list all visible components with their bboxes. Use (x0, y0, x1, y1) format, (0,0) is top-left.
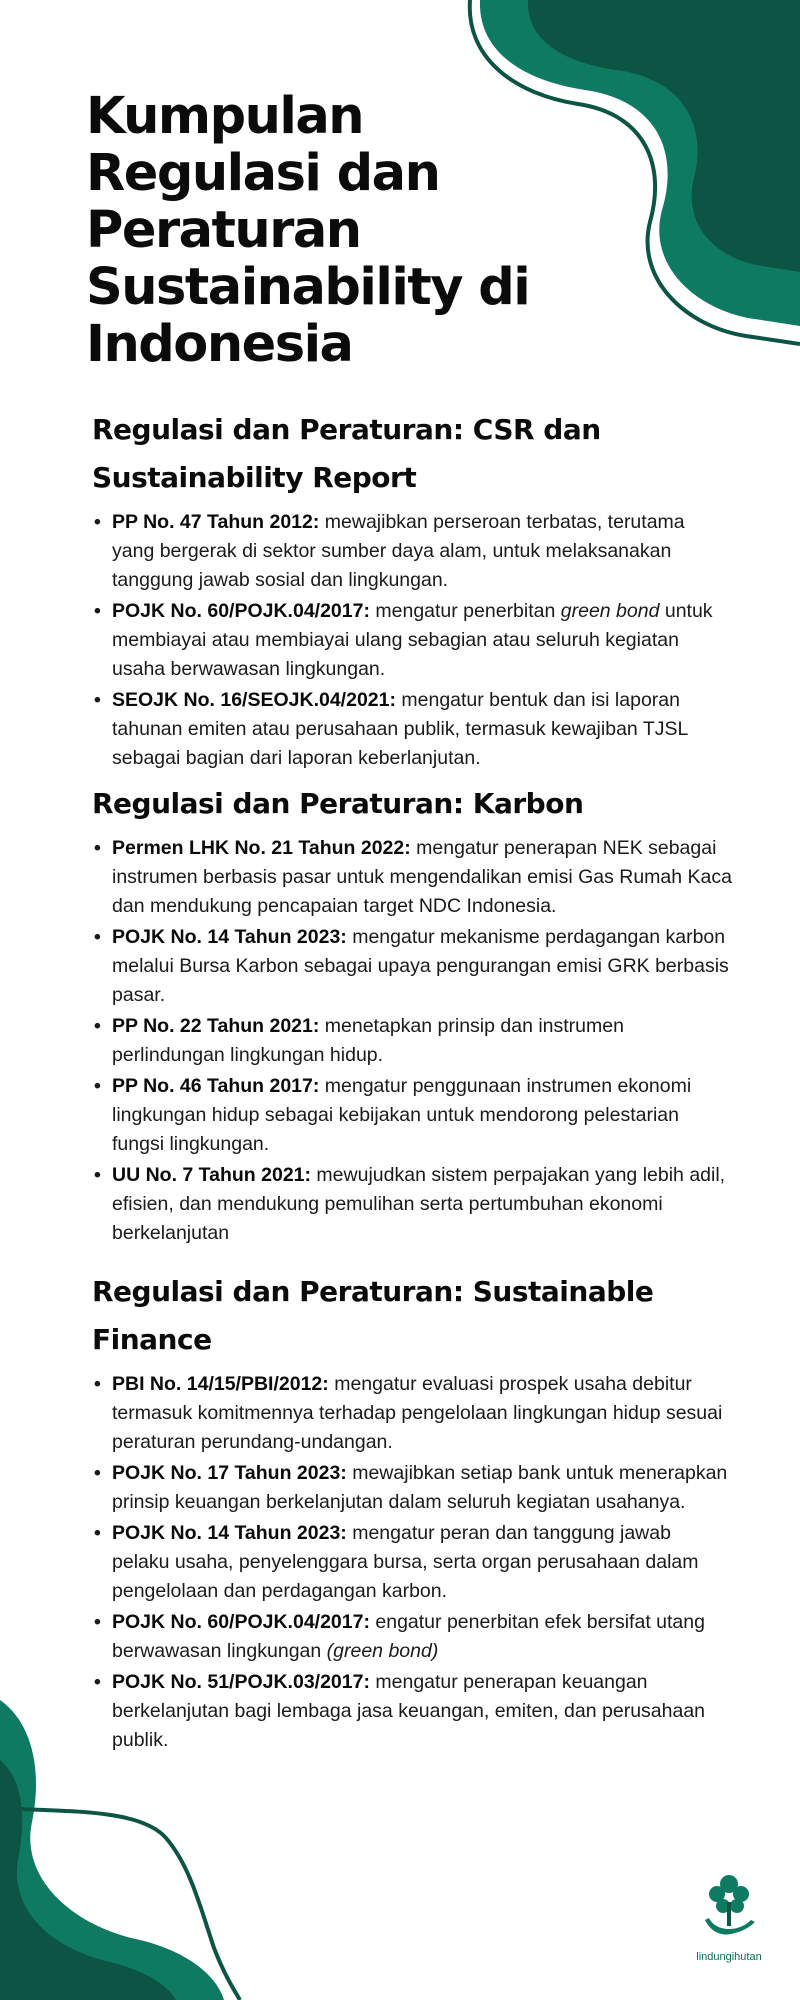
brand-name: lindungihutan (696, 1951, 762, 1963)
bullet-icon: • (94, 1015, 101, 1037)
bullet-icon: • (94, 1164, 101, 1186)
regulation-text: mewujudkan sistem perpajakan yang lebih adil, efisien, dan mendukung pemulihan serta pertumbuhan ekonomi berkelanjutan (112, 1164, 726, 1244)
regulation-name: POJK No. 51/POJK.03/2017: (112, 1671, 370, 1693)
section-heading: Regulasi dan Peraturan: Karbon (92, 787, 584, 820)
regulation-text: mengatur bentuk dan isi laporan tahunan emiten atau perusahaan publik, termasuk kewajiban TJSL sebagai bagian dari laporan keberlanjutan. (112, 689, 688, 769)
regulation-text: mengatur penggunaan instrumen ekonomi lingkungan hidup sebagai kebijakan untuk mendorong pelestarian fungsi lingkungan. (112, 1075, 692, 1155)
regulation-emphasis: (green bond) (326, 1640, 439, 1662)
bullet-icon: • (94, 837, 101, 859)
section-heading: Regulasi dan Peraturan: Sustainable Finance (92, 1275, 654, 1356)
list-item (92, 597, 732, 684)
regulation-list (92, 1370, 732, 1755)
list-item (92, 923, 732, 1010)
bullet-icon: • (94, 1611, 101, 1633)
section-heading: Regulasi dan Peraturan: CSR dan Sustainability Report (92, 413, 601, 494)
regulation-text: mengatur peran dan tanggung jawab pelaku usaha, penyelenggara bursa, serta organ perusahaan dalam pengelolaan dan perdagangan karbon. (112, 1522, 699, 1602)
section-csr (92, 406, 732, 775)
list-item (92, 508, 732, 595)
regulation-name: POJK No. 60/POJK.04/2017: (112, 1611, 370, 1633)
section-sustainable-finance (92, 1268, 732, 1757)
regulation-text: mengatur mekanisme perdagangan karbon melalui Bursa Karbon sebagai upaya pengurangan emisi GRK berbasis pasar. (112, 926, 729, 1006)
list-item (92, 1459, 732, 1517)
bullet-icon: • (94, 1373, 101, 1395)
title-line: Indonesia (86, 315, 353, 374)
regulation-emphasis: green bond (560, 600, 660, 622)
title-line: Regulasi dan (86, 144, 440, 203)
list-item (92, 1519, 732, 1606)
regulation-name: SEOJK No. 16/SEOJK.04/2021: (112, 689, 396, 711)
list-item (92, 686, 732, 773)
list-item (92, 1161, 732, 1248)
title-line: Kumpulan (86, 87, 364, 146)
bullet-icon: • (94, 1462, 101, 1484)
list-item (92, 1668, 732, 1755)
title-line: Sustainability di (86, 258, 530, 317)
list-item (92, 834, 732, 921)
bullet-icon: • (94, 511, 101, 533)
regulation-name: POJK No. 14 Tahun 2023: (112, 1522, 347, 1544)
regulation-text: engatur penerbitan efek bersifat utang berwawasan lingkungan (112, 1611, 705, 1662)
regulation-name: PP No. 22 Tahun 2021: (112, 1015, 320, 1037)
regulation-name: PBI No. 14/15/PBI/2012: (112, 1373, 329, 1395)
tree-hand-icon (697, 1872, 761, 1944)
list-item (92, 1370, 732, 1457)
bullet-icon: • (94, 600, 101, 622)
page-title (86, 88, 606, 373)
regulation-text: mewajibkan setiap bank untuk menerapkan prinsip keuangan berkelanjutan dalam seluruh kegiatan usahanya. (112, 1462, 728, 1513)
regulation-name: PP No. 47 Tahun 2012: (112, 511, 320, 533)
regulation-name: POJK No. 14 Tahun 2023: (112, 926, 347, 948)
regulation-list (92, 508, 732, 773)
regulation-text: mengatur penerbitan (369, 600, 561, 622)
bullet-icon: • (94, 1522, 101, 1544)
list-item (92, 1608, 732, 1666)
regulation-text: mengatur penerapan NEK sebagai instrumen berbasis pasar untuk mengendalikan emisi Gas Rumah Kaca dan mendukung pencapaian target NDC Indonesia. (112, 837, 732, 917)
bullet-icon: • (94, 1075, 101, 1097)
title-line: Peraturan (86, 201, 361, 260)
regulation-text: menetapkan prinsip dan instrumen perlindungan lingkungan hidup. (112, 1015, 624, 1066)
section-karbon (92, 780, 732, 1250)
regulation-text: mewajibkan perseroan terbatas, terutama yang bergerak di sektor sumber daya alam, untuk melaksanakan tanggung jawab sosial dan lingkungan. (112, 511, 685, 591)
bullet-icon: • (94, 1671, 101, 1693)
regulation-text: mengatur penerapan keuangan berkelanjutan bagi lembaga jasa keuangan, emiten, dan perusahaan publik. (112, 1671, 706, 1751)
regulation-name: POJK No. 60/POJK.04/2017: (112, 600, 370, 622)
regulation-name: POJK No. 17 Tahun 2023: (112, 1462, 347, 1484)
list-item (92, 1012, 732, 1070)
bullet-icon: • (94, 926, 101, 948)
regulation-text: mengatur evaluasi prospek usaha debitur termasuk komitmennya terhadap pengelolaan lingkungan hidup sesuai peraturan perundang-undangan. (112, 1373, 723, 1453)
list-item (92, 1072, 732, 1159)
regulation-name: Permen LHK No. 21 Tahun 2022: (112, 837, 411, 859)
bullet-icon: • (94, 689, 101, 711)
regulation-text: untuk membiayai atau membiayai ulang sebagian atau seluruh kegiatan usaha berwawasan lingkungan. (112, 600, 713, 680)
regulation-list (92, 834, 732, 1248)
regulation-name: UU No. 7 Tahun 2021: (112, 1164, 312, 1186)
regulation-name: PP No. 46 Tahun 2017: (112, 1075, 320, 1097)
brand-logo (684, 1872, 774, 1963)
